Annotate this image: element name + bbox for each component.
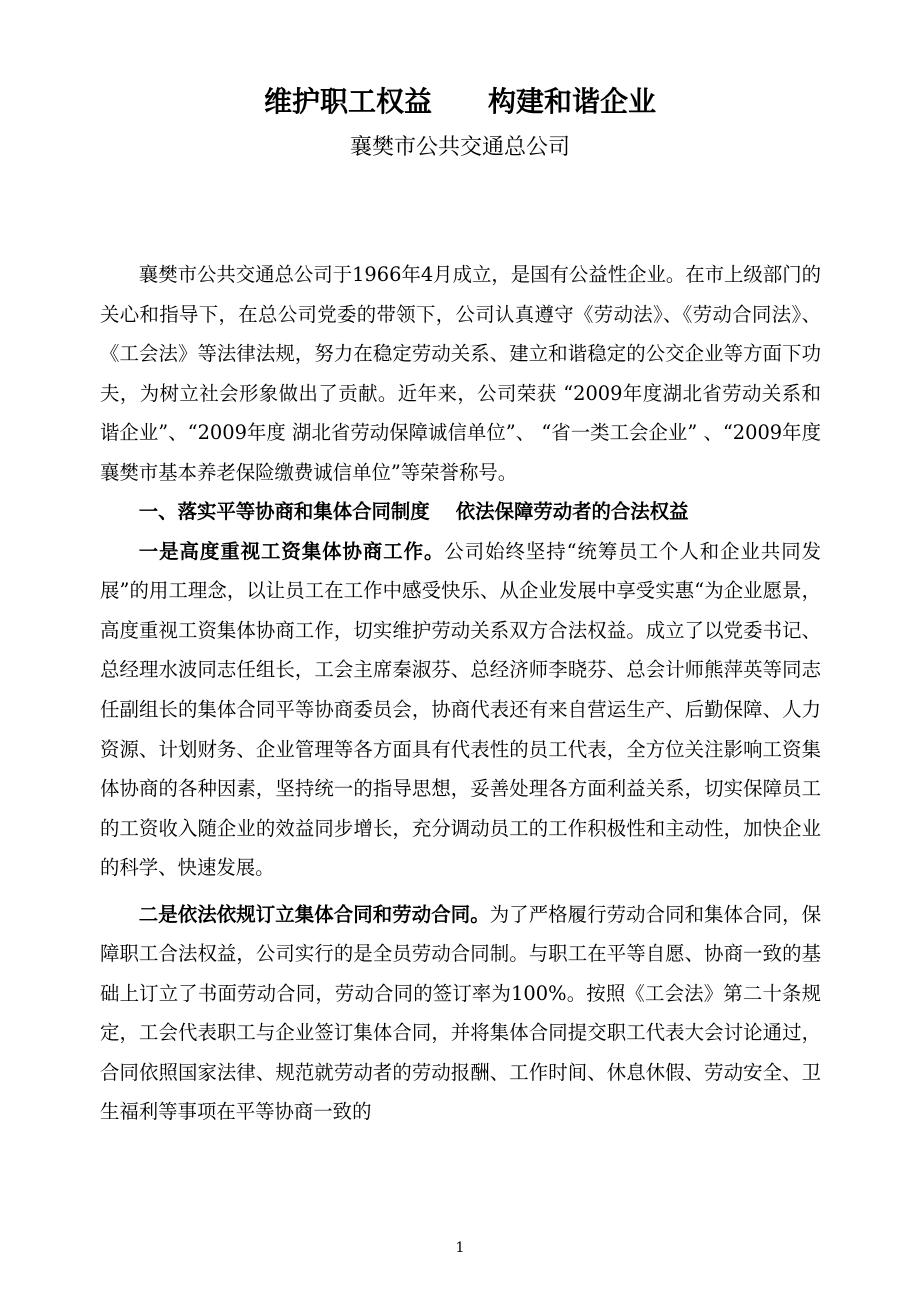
section-heading: 一、落实平等协商和集体合同制度 依法保障劳动者的合法权益 <box>138 500 689 524</box>
paragraph-2-lead: 二是依法依规订立集体合同和劳动合同。 <box>138 902 490 926</box>
intro-paragraph: 襄樊市公共交通总公司于1966年4月成立，是国有公益性企业。在市上级部门的关心和指导下，在总公司党委的带领下，公司认真遵守《劳动法》、《劳动合同法》、《工会法》等法律法规，努力在稳定劳动关系、建立和谐稳定的公交企业等方面下功夫，为树立社会形象做出了贡献。近年来，公司荣获 “2009年度湖北省劳动关系和谐企业”、“2009年度 湖北省劳动保障诚信单位”、 “省一类工会企业” 、“2009年度襄樊市基本养老保险缴费诚信单位”等荣誉称号。 <box>100 263 821 484</box>
page-number: 1 <box>455 1240 465 1256</box>
paragraph-1 <box>100 532 821 888</box>
paragraph-2-text: 为了严格履行劳动合同和集体合同，保障职工合法权益，公司实行的是全员劳动合同制。与职工在平等自愿、协商一致的基础上订立了书面劳动合同，劳动合同的签订率为100%。按照《工会法》第二十条规定，工会代表职工与企业签订集体合同，并将集体合同提交职工代表大会讨论通过，合同依照国家法律、规范就劳动者的劳动报酬、工作时间、休息休假、劳动安全、卫生福利等事项在平等协商一致的 <box>100 902 822 1124</box>
paragraph-2 <box>100 895 821 1132</box>
document-subtitle: 襄樊市公共交通总公司 <box>349 135 570 160</box>
document-body <box>100 255 821 1132</box>
document-title: 维护职工权益 构建和谐企业 <box>263 85 656 118</box>
paragraph-1-text: 公司始终坚持“统筹员工个人和企业共同发展”的用工理念，以让员工在工作中感受快乐、从企业发展中享受实惠“为企业愿景，高度重视工资集体协商工作，切实维护劳动关系双方合法权益。成立了以党委书记、总经理水波同志任组长，工会主席秦淑芬、总经济师李晓芬、总会计师熊萍英等同志任副组长的集体合同平等协商委员会，协商代表还有来自营运生产、后勤保障、人力资源、计划财务、企业管理等各方面具有代表性的员工代表，全方位关注影响工资集体协商的各种因素，坚持统一的指导思想，妥善处理各方面利益关系，切实保障员工的工资收入随企业的效益同步增长，充分调动员工的工作积极性和主动性，加快企业的科学、快速发展。 <box>100 539 822 880</box>
paragraph-1-lead: 一是高度重视工资集体协商工作。 <box>138 539 445 563</box>
